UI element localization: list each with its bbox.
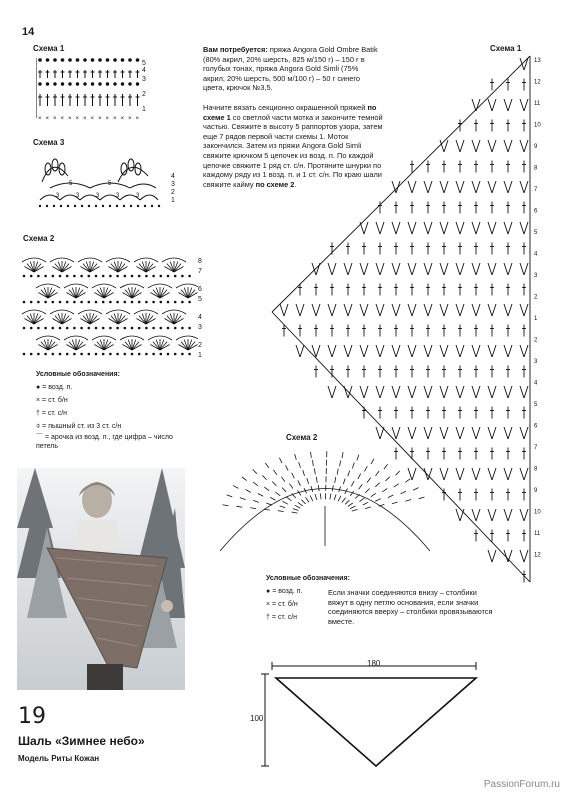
scheme3-row-numbers — [171, 173, 181, 204]
chain-dot-icon: ● — [36, 384, 41, 391]
svg-text:3: 3 — [56, 193, 60, 199]
row-number: 4 — [142, 67, 146, 74]
svg-text:×: × — [45, 116, 50, 122]
row-number: 2 — [171, 189, 175, 196]
row-number: 1 — [534, 316, 538, 322]
row-number: 5 — [534, 402, 538, 408]
svg-text:3: 3 — [96, 193, 100, 199]
legend-text: = пышный ст. из 3 ст. с/н — [42, 423, 122, 430]
svg-text:3: 3 — [116, 193, 120, 199]
svg-text:×: × — [135, 116, 140, 122]
scheme2-label: Схема 2 — [23, 234, 55, 243]
svg-text:×: × — [53, 116, 57, 122]
row-number: 7 — [534, 187, 538, 193]
row-number: 9 — [534, 488, 538, 494]
big-scheme2-diagram — [200, 446, 450, 558]
row-number: 5 — [198, 296, 202, 303]
legend-item — [36, 420, 196, 433]
row-number: 5 — [534, 230, 538, 236]
svg-text:×: × — [113, 116, 117, 122]
row-number: 1 — [198, 352, 202, 359]
watermark: PassionForum.ru — [483, 779, 560, 790]
scheme3-label: Схема 3 — [33, 138, 65, 147]
scheme2-row-numbers — [198, 258, 208, 359]
puff-icon: ⌽ — [36, 423, 41, 430]
svg-text:3: 3 — [136, 193, 140, 199]
svg-text:×: × — [105, 116, 110, 122]
svg-text:×: × — [128, 116, 132, 122]
row-number: 11 — [534, 101, 541, 107]
scheme2-diagram — [20, 250, 198, 358]
row-number: 6 — [534, 208, 538, 215]
row-number: 12 — [534, 552, 541, 559]
x-mark-icon: × — [266, 601, 271, 608]
row-number: 8 — [198, 258, 202, 265]
row-number: 8 — [534, 466, 538, 473]
row-number: 4 — [198, 314, 202, 321]
legend-item — [36, 381, 196, 394]
legend-left — [36, 368, 196, 451]
materials-body: пряжа Angora Gold Ombre Batik (80% акрил, 20% шерсть, 825 м/150 г) – 150 г в голубых тонах, пряжа Angora Gold Simli (75% акрил, 20% шерсть, 500 м/100 г) – 50 г синего цвета, крючок №3,5. — [203, 45, 378, 93]
big-scheme1-label: Схема 1 — [490, 44, 522, 53]
dagger-icon: † — [266, 614, 270, 621]
svg-text:×: × — [60, 116, 65, 122]
materials-heading: Вам потребуется: — [203, 45, 268, 54]
svg-text:×: × — [98, 116, 102, 122]
row-number: 5 — [142, 60, 146, 67]
row-number: 12 — [534, 79, 541, 86]
row-number: 2 — [534, 294, 538, 301]
dimension-diagram — [250, 656, 490, 776]
scheme3-diagram — [36, 152, 162, 210]
legend-text: = возд. п. — [272, 588, 303, 595]
width-label: 180 — [367, 659, 381, 668]
legend-text: = ст. с/н — [271, 614, 298, 621]
row-number: 3 — [198, 324, 202, 331]
row-number: 3 — [534, 359, 538, 365]
row-number: 7 — [198, 268, 202, 275]
row-number: 3 — [171, 181, 175, 188]
row-number: 1 — [171, 197, 175, 204]
dagger-icon: † — [36, 410, 40, 417]
instructions-part: со светлой части мотка и закончите темной частью. Свяжите в высоту 5 раппортов узора, затем еще 7 рядов первой части схемы 1. Моток закончился. Затем из пряжи Angora Gold Simli свяжите крючком 5 цепочек из возд. п. По каждой цепочке свяжите 1 ряд ст. с/н. Протяните шнурки по каждому ряду из 1 возд. п. и 1 ст. с/н. По краю шали свяжите кайму — [203, 112, 383, 189]
row-number: 3 — [534, 273, 538, 279]
svg-text:×: × — [90, 116, 95, 122]
svg-text:5: 5 — [108, 181, 112, 187]
legend-note: Если значки соединяются внизу – столбики вяжут в одну петлю основания, если значки соединяются вверху – столбики провязываются вместе. — [328, 588, 493, 626]
row-number: 1 — [142, 106, 146, 113]
row-number: 3 — [142, 76, 146, 83]
pattern-number: 19 — [18, 704, 46, 729]
svg-text:×: × — [83, 116, 87, 122]
row-number: 11 — [534, 531, 541, 537]
row-number: 9 — [534, 144, 538, 150]
legend-text: = арочка из возд. п., где цифра – число петель — [36, 434, 173, 450]
svg-text:×: × — [68, 116, 72, 122]
chain-dot-icon: ● — [266, 588, 271, 595]
row-number: 2 — [142, 91, 146, 98]
row-number: 4 — [534, 251, 538, 258]
row-number: 8 — [534, 165, 538, 172]
legend-item — [36, 407, 196, 420]
row-number: 7 — [534, 445, 538, 451]
row-number: 2 — [198, 342, 202, 349]
row-number: 6 — [534, 423, 538, 430]
legend-text: = ст. б/н — [272, 601, 298, 608]
instructions-bold: по схеме 2 — [255, 179, 295, 189]
scheme1-diagram — [36, 56, 146, 124]
scheme1-row-numbers — [142, 60, 152, 113]
legend-item — [36, 394, 196, 407]
row-number: 2 — [534, 337, 538, 344]
big-scheme2-label: Схема 2 — [286, 433, 318, 442]
row-number: 4 — [171, 173, 175, 180]
svg-text:3: 3 — [76, 193, 80, 199]
shawl-outline — [276, 678, 476, 766]
row-number: 13 — [534, 58, 541, 64]
svg-text:×: × — [38, 116, 42, 122]
legend-text: = ст. б/н — [42, 397, 68, 404]
pattern-author: Модель Риты Кожан — [18, 754, 100, 763]
legend-text: = ст. с/н — [41, 410, 68, 417]
page-number: 14 — [22, 26, 35, 38]
arc-icon: ⌒ — [36, 434, 43, 441]
svg-text:5: 5 — [69, 181, 73, 187]
legend-title: Условные обозначения: — [266, 575, 350, 582]
instructions-part: . — [294, 179, 297, 189]
instructions-part: Начните вязать секционно окрашенной пряжей — [203, 103, 368, 112]
row-number: 10 — [534, 122, 541, 129]
height-label: 100 — [250, 714, 264, 723]
svg-text:×: × — [120, 116, 125, 122]
instructions-bold: по схеме 1 — [203, 103, 377, 122]
row-number: 6 — [198, 286, 202, 293]
scheme1-label: Схема 1 — [33, 44, 65, 53]
legend-title: Условные обозначения: — [36, 371, 120, 378]
svg-text:×: × — [75, 116, 80, 122]
model-photo — [17, 468, 185, 690]
row-number: 10 — [534, 509, 541, 516]
legend-text: = возд. п. — [42, 384, 73, 391]
legend-item — [36, 433, 196, 451]
row-number: 4 — [534, 380, 538, 387]
x-mark-icon: × — [36, 397, 41, 404]
pattern-title: Шаль «Зимнее небо» — [18, 734, 145, 748]
